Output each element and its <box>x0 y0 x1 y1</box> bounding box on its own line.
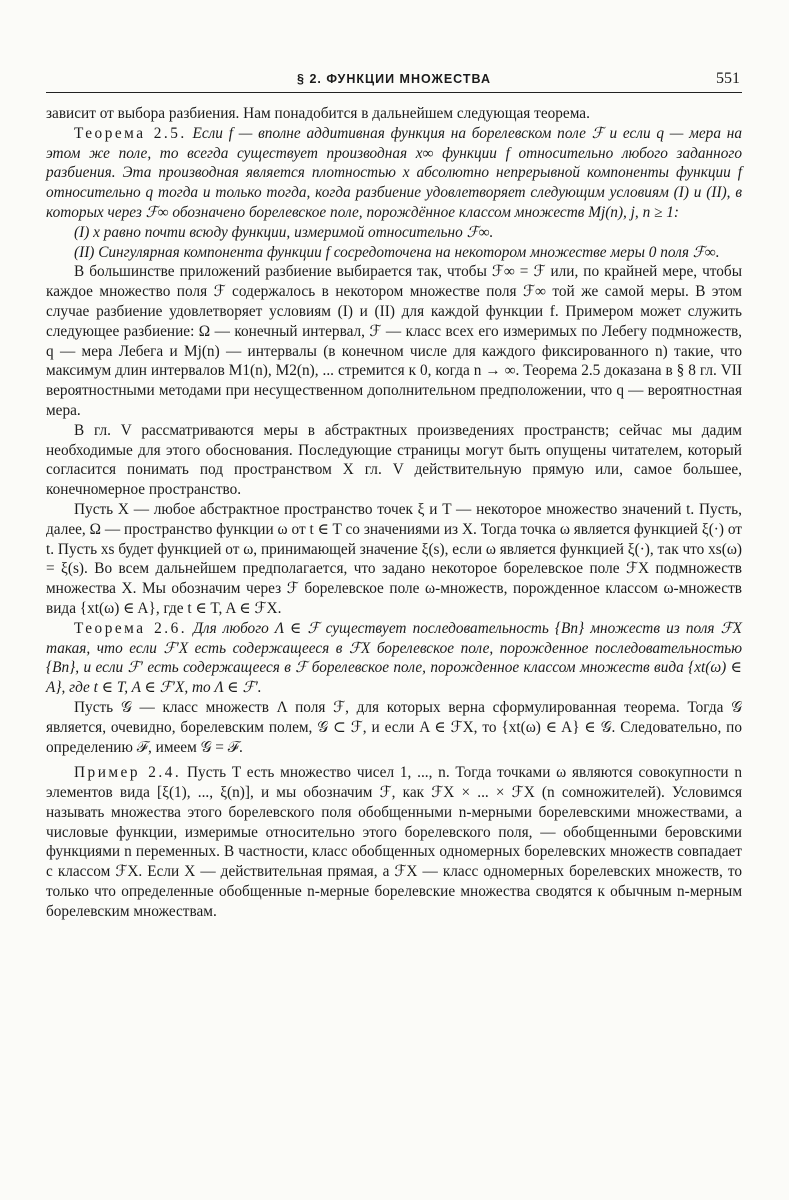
example-text: Пусть T есть множество чисел 1, ..., n. Тогда точками ω являются совокупности n элементов вида [ξ(1), ..., ξ(n)], и мы обозначим ℱ, как ℱX × ... × ℱX (n сомножителей). Условимся называть множества этого борелевского поля обобщенными n-мерными борелевскими множествами, а числовые функции, измеримые относительно этого борелевского поля, — обобщенными беровскими функциями n переменных. В частности, класс обобщенных одномерных борелевских множеств совпадает с классом ℱX. Если X — действительная прямая, а ℱX — класс одномерных борелевских множеств, то только что определенные обобщенные n-мерные борелевские множества сводятся к обычным n-мерным борелевским множествам. <box>46 764 742 920</box>
running-title: § 2. ФУНКЦИИ МНОЖЕСТВА <box>297 72 491 86</box>
paragraph <box>46 262 742 420</box>
paragraph-text: Пусть 𝒢 — класс множеств Λ поля ℱ, для которых верна сформулированная теорема. Тогда 𝒢 является, очевидно, борелевским полем, 𝒢 ⊂ ℱ, и если A ∈ ℱX, то {xt(ω) ∈ A} ∈ 𝒢. Следовательно, по определению ℱ, имеем 𝒢 = ℱ. <box>46 698 742 756</box>
running-header <box>46 70 742 93</box>
example-label: Пример 2.4. <box>74 764 182 782</box>
page-number: 551 <box>716 70 740 87</box>
paragraph <box>46 500 742 619</box>
paragraph <box>46 698 742 757</box>
theorem-statement: Если f — вполне аддитивная функция на борелевском поле ℱ и если q — мера на этом же поле, то всегда существует производная x∞ функции f относительно любого заданного разбиения. Эта производная является плотностью x абсолютно непрерывной компоненты функции f относительно q тогда и только тогда, когда разбиение удовлетворяет следующим условиям (I) и (II), в которых через ℱ∞ обозначено борелевское поле, порождённое классом множеств Mj(n), j, n ≥ 1: <box>46 124 742 221</box>
paragraph-text: Пусть X — любое абстрактное пространство точек ξ и T — некоторое множество значений t. Пусть, далее, Ω — пространство функции ω от t ∈ T со значениями из X. Тогда точка ω является функцией ξ(·) от t. Пусть xs будет функцией от ω, принимающей значение ξ(s), если ω является функцией ξ(·), так что xs(ω) = ξ(s). Во всем дальнейшем предполагается, что задано некоторое борелевское поле ℱX подмножеств множества X. Мы обозначим через ℱ борелевское поле ω-множеств, порожденное классом ω-множеств вида {xt(ω) ∈ A}, где t ∈ T, A ∈ ℱX. <box>46 500 742 617</box>
example-2-4 <box>46 763 742 921</box>
paragraph-text: В большинстве приложений разбиение выбирается так, чтобы ℱ∞ = ℱ или, по крайней мере, чтобы каждое множество поля ℱ содержалось в некотором множестве поля ℱ∞ той же самой меры. В этом случае разбиение удовлетворяет условиям (I) и (II) для каждой функции f. Примером может служить следующее разбиение: Ω — конечный интервал, ℱ — класс всех его измеримых по Лебегу подмножеств, q — мера Лебега и Mj(n) — интервалы (в конечном числе для каждого фиксированного n) такие, что максимум длин интервалов M1(n), M2(n), ... стремится к 0, когда n → ∞. Теорема 2.5 доказана в § 8 гл. VII вероятностными методами при несущественном дополнительном предположении, что q — вероятностная мера. <box>46 263 742 419</box>
paragraph-text: зависит от выбора разбиения. Нам понадобится в дальнейшем следующая теорема. <box>46 105 590 122</box>
condition-text: (I) x равно почти всюду функции, измеримой относительно ℱ∞. <box>74 223 494 241</box>
paragraph <box>46 421 742 500</box>
theorem-statement: Для любого Λ ∈ ℱ существует последовательность {Bn} множеств из поля ℱX такая, что если ℱ′X есть содержащееся в ℱX борелевское поле, порожденное последовательностью {Bn}, и если ℱ′ есть содержащееся в ℱ борелевское поле, порожденное классом множеств вида {xt(ω) ∈ A}, где t ∈ T, A ∈ ℱ′X, то Λ ∈ ℱ′. <box>46 619 742 697</box>
theorem-label: Теорема 2.6. <box>74 619 188 637</box>
condition-1 <box>46 223 742 243</box>
paragraph <box>46 104 742 124</box>
theorem-label: Теорема 2.5. <box>74 124 187 142</box>
condition-2 <box>46 243 742 263</box>
theorem-2-6 <box>46 619 742 698</box>
condition-text: (II) Сингулярная компонента функции f сосредоточена на некотором множестве меры 0 поля ℱ∞. <box>74 243 720 261</box>
theorem-2-5 <box>46 124 742 223</box>
page-body <box>46 104 742 922</box>
paragraph-text: В гл. V рассматриваются меры в абстрактных произведениях пространств; сейчас мы дадим необходимые для этого обоснования. Последующие страницы могут быть опущены читателем, который согласится понимать под пространством X гл. V действительную прямую или, самое большее, конечномерное пространство. <box>46 421 742 499</box>
